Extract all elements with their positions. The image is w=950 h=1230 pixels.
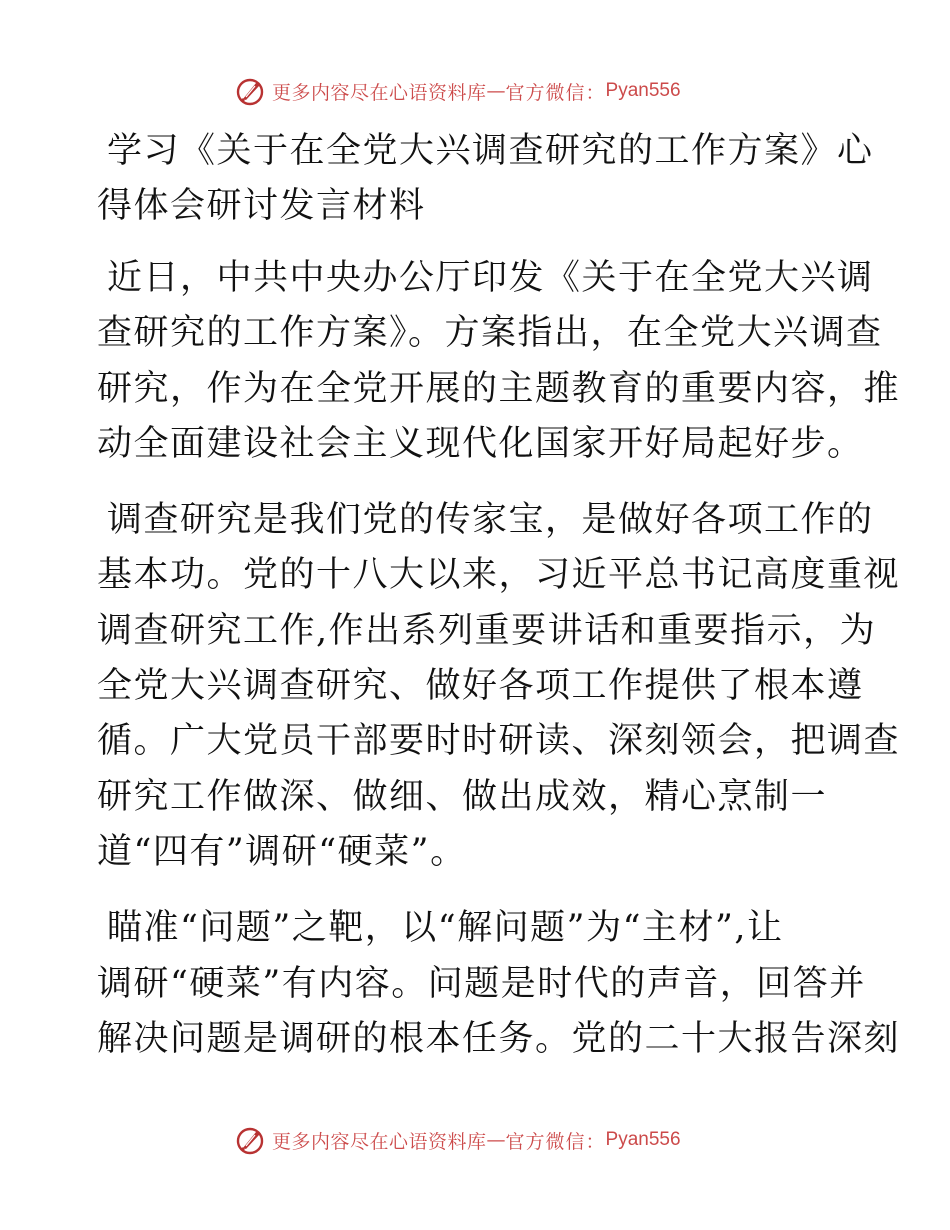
paragraph-line: 循。广大党员干部要时时研读、深刻领会，把调查 — [97, 721, 901, 762]
watermark-wechat-label: 官方微信： — [505, 1130, 606, 1153]
watermark-wechat-id: Pyan556 — [605, 1129, 681, 1150]
watermark-wechat-id: Pyan556 — [605, 80, 681, 101]
paragraph-line: 研究，作为在全党开展的主题教育的重要内容，推 — [97, 368, 901, 409]
paragraph-line: 动全面建设社会主义现代化国家开好局起好步。 — [97, 423, 864, 464]
document-body — [97, 124, 901, 1088]
title-line: 得体会研讨发言材料 — [97, 186, 426, 226]
watermark-site-text: 更多内容尽在心语资料库 — [272, 81, 487, 104]
paragraph-line: 近日，中共中央办公厅印发《关于在全党大兴调 — [107, 258, 874, 298]
paragraph-line: 调研“硬菜”有内容。问题是时代的声音，回答并 — [97, 963, 866, 1004]
title-line: 学习《关于在全党大兴调查研究的工作方案》心 — [107, 131, 874, 171]
watermark-separator: — — [486, 1129, 506, 1151]
paragraph-line: 调查研究是我们党的传家宝，是做好各项工作的 — [107, 500, 874, 541]
watermark-separator: — — [486, 80, 506, 102]
paragraph-line: 道“四有”调研“硬菜”。 — [97, 831, 467, 872]
watermark-site-text: 更多内容尽在心语资料库 — [272, 1130, 487, 1153]
feather-pen-icon — [234, 75, 266, 107]
header-watermark — [234, 74, 681, 108]
paragraph-line: 解决问题是调研的根本任务。党的二十大报告深刻 — [97, 1018, 901, 1059]
paragraph-line: 瞄准“问题”之靶，以“解问题”为“主材”,让 — [107, 908, 784, 949]
paragraph-line: 基本功。党的十八大以来，习近平总书记高度重视 — [97, 555, 901, 596]
paragraph-line: 研究工作做深、做细、做出成效，精心烹制一 — [97, 776, 828, 817]
paragraph-heritage — [97, 493, 901, 880]
footer-watermark — [234, 1123, 681, 1157]
paragraph-line: 全党大兴调查研究、做好各项工作提供了根本遵 — [97, 666, 864, 707]
feather-pen-icon — [234, 1124, 266, 1156]
paragraph-line: 调查研究工作,作出系列重要讲话和重要指示，为 — [97, 610, 877, 651]
paragraph-intro — [97, 251, 901, 472]
paragraph-problems — [97, 901, 901, 1067]
paragraph-line: 查研究的工作方案》。方案指出，在全党大兴调查 — [97, 313, 883, 354]
watermark-wechat-label: 官方微信： — [505, 81, 606, 104]
document-title — [97, 124, 874, 234]
